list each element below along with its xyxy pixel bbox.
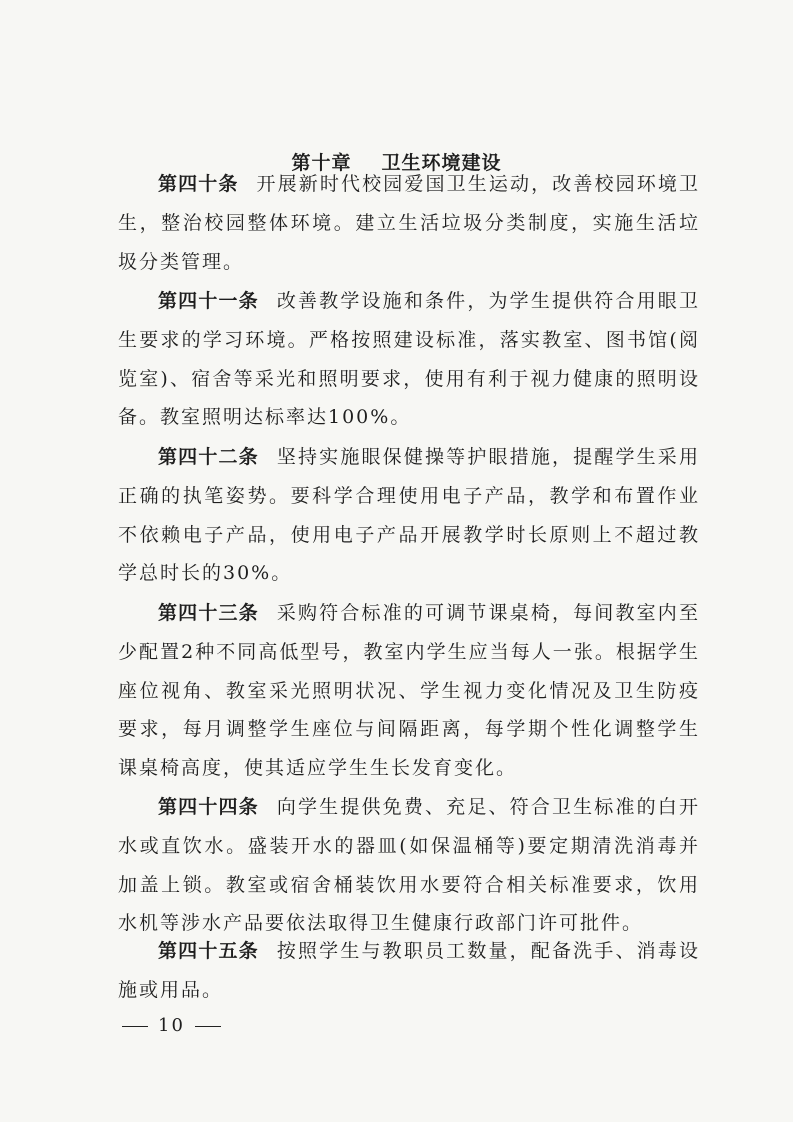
article-label: 第四十二条	[158, 446, 259, 468]
dash-right	[195, 1026, 221, 1027]
article-43	[118, 594, 700, 788]
article-label: 第四十三条	[158, 602, 259, 624]
article-text: 向学生提供免费、充足、符合卫生标准的白开水或直饮水。盛装开水的器皿(如保温桶等)要定期清洗消毒并加盖上锁。教室或宿舍桶装饮用水要符合相关标准要求，饮用水机等涉水产品要依法取得卫生健康行政部门许可批件。	[118, 796, 700, 935]
page-number-value: 10	[158, 1015, 185, 1036]
chapter-name: 卫生环境建设	[381, 152, 502, 174]
article-42	[118, 438, 700, 593]
article-text: 采购符合标准的可调节课桌椅，每间教室内至少配置2种不同高低型号，教室内学生应当每人一张。根据学生座位视角、教室采光照明状况、学生视力变化情况及卫生防疫要求，每月调整学生座位与间隔距离，每学期个性化调整学生课桌椅高度，使其适应学生生长发育变化。	[118, 602, 700, 780]
dash-left	[122, 1026, 148, 1027]
article-label: 第四十条	[158, 173, 239, 195]
chapter-number: 第十章	[291, 152, 352, 174]
article-44	[118, 788, 700, 943]
article-label: 第四十一条	[158, 290, 259, 312]
article-text: 改善教学设施和条件，为学生提供符合用眼卫生要求的学习环境。严格按照建设标准，落实教室、图书馆(阅览室)、宿舍等采光和照明要求，使用有利于视力健康的照明设备。教室照明达标率达100%。	[118, 290, 700, 429]
article-text: 坚持实施眼保健操等护眼措施，提醒学生采用正确的执笔姿势。要科学合理使用电子产品，教学和布置作业不依赖电子产品，使用电子产品开展教学时长原则上不超过教学总时长的30%。	[118, 446, 700, 585]
article-45	[118, 932, 700, 1010]
article-41	[118, 282, 700, 437]
page-number	[122, 1015, 221, 1036]
article-40	[118, 165, 700, 281]
article-text: 按照学生与教职员工数量，配备洗手、消毒设施或用品。	[118, 940, 700, 1001]
article-label: 第四十五条	[158, 940, 259, 962]
article-text: 开展新时代校园爱国卫生运动，改善校园环境卫生，整治校园整体环境。建立生活垃圾分类制度，实施生活垃圾分类管理。	[118, 173, 700, 273]
article-label: 第四十四条	[158, 796, 259, 818]
